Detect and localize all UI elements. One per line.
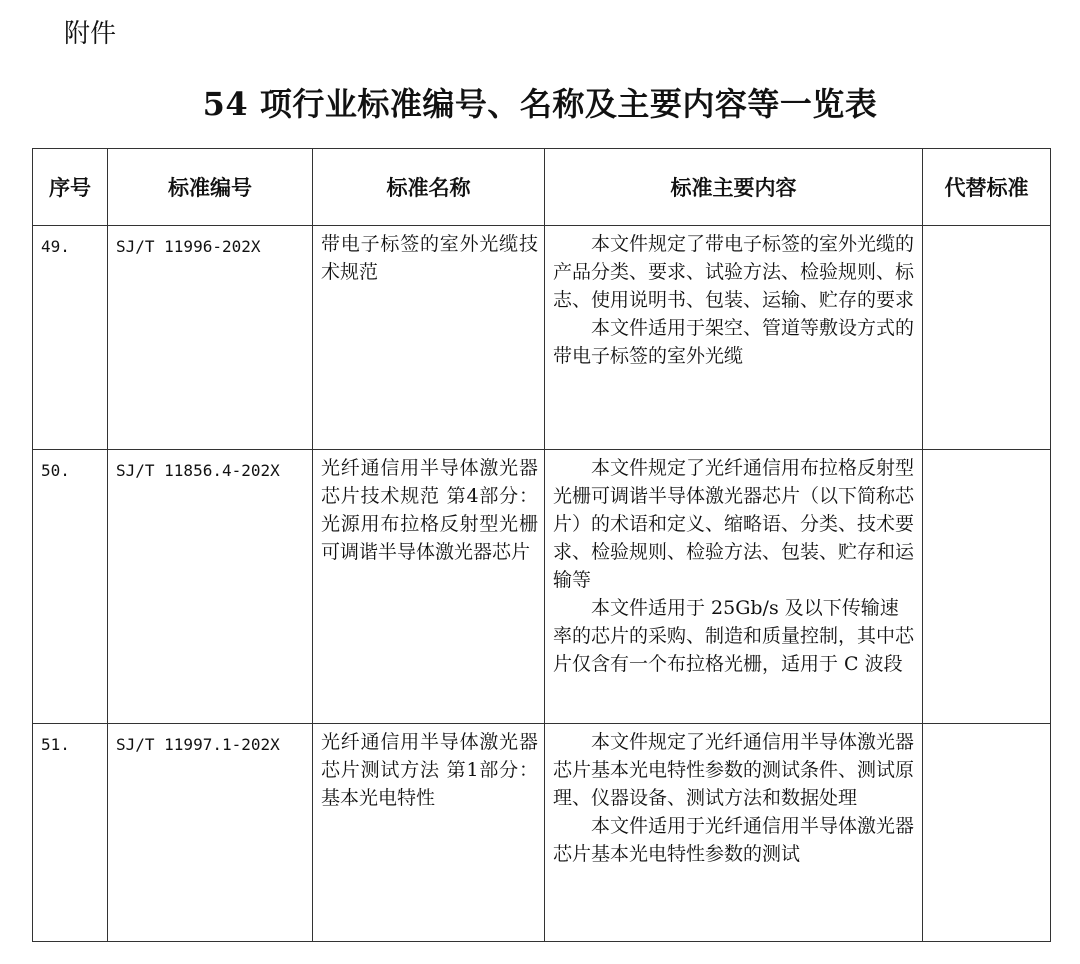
name-cell [313,226,545,450]
replaces-cell [923,450,1051,724]
page-title: 54 项行业标准编号、名称及主要内容等一览表 [202,85,878,123]
seq-cell [33,226,108,450]
column-header-replaces: 代替标准 [923,149,1051,226]
content-cell [545,450,923,724]
column-header-seq: 序号 [33,149,108,226]
name-cell [313,724,545,942]
replaces-standard [923,724,1050,728]
content-paragraph: 本文件适用于架空、管道等敷设方式的带电子标签的室外光缆 [553,317,915,367]
name-cell [313,450,545,724]
column-header-code: 标准编号 [108,149,313,226]
seq-number: 51. [41,735,70,754]
content-paragraph: 本文件适用于 25Gb/s 及以下传输速率的芯片的采购、制造和质量控制，其中芯片仅含有一个布拉格光栅，适用于 C 波段 [553,597,915,675]
table-row [33,226,1051,450]
content-cell [545,724,923,942]
replaces-cell [923,724,1051,942]
standard-code: SJ/T 11856.4-202X [116,461,280,480]
standards-table [32,148,1051,942]
seq-cell [33,724,108,942]
code-cell [108,724,313,942]
replaces-standard [923,226,1050,230]
table-row [33,724,1051,942]
standard-code: SJ/T 11996-202X [116,237,261,256]
content-paragraph: 本文件规定了光纤通信用布拉格反射型光栅可调谐半导体激光器芯片（以下简称芯片）的术语和定义、缩略语、分类、技术要求、检验规则、检验方法、包装、贮存和运输等 [553,457,915,591]
code-cell [108,226,313,450]
seq-number: 49. [41,237,70,256]
standard-name: 光纤通信用半导体激光器芯片测试方法 第1部分：基本光电特性 [321,731,538,809]
table-header-row [33,149,1051,226]
table-row [33,450,1051,724]
seq-number: 50. [41,461,70,480]
content-cell [545,226,923,450]
replaces-standard [923,450,1050,454]
column-header-name: 标准名称 [313,149,545,226]
standard-name: 光纤通信用半导体激光器芯片技术规范 第4部分：光源用布拉格反射型光栅可调谐半导体激光器芯片 [321,457,538,563]
content-paragraph: 本文件规定了带电子标签的室外光缆的产品分类、要求、试验方法、检验规则、标志、使用说明书、包装、运输、贮存的要求 [553,233,915,311]
content-paragraph: 本文件适用于光纤通信用半导体激光器芯片基本光电特性参数的测试 [553,815,915,865]
seq-cell [33,450,108,724]
column-header-content: 标准主要内容 [545,149,923,226]
replaces-cell [923,226,1051,450]
code-cell [108,450,313,724]
content-paragraph: 本文件规定了光纤通信用半导体激光器芯片基本光电特性参数的测试条件、测试原理、仪器设备、测试方法和数据处理 [553,731,915,809]
standard-code: SJ/T 11997.1-202X [116,735,280,754]
standard-name: 带电子标签的室外光缆技术规范 [321,233,538,283]
attachment-label: 附件 [64,19,117,49]
